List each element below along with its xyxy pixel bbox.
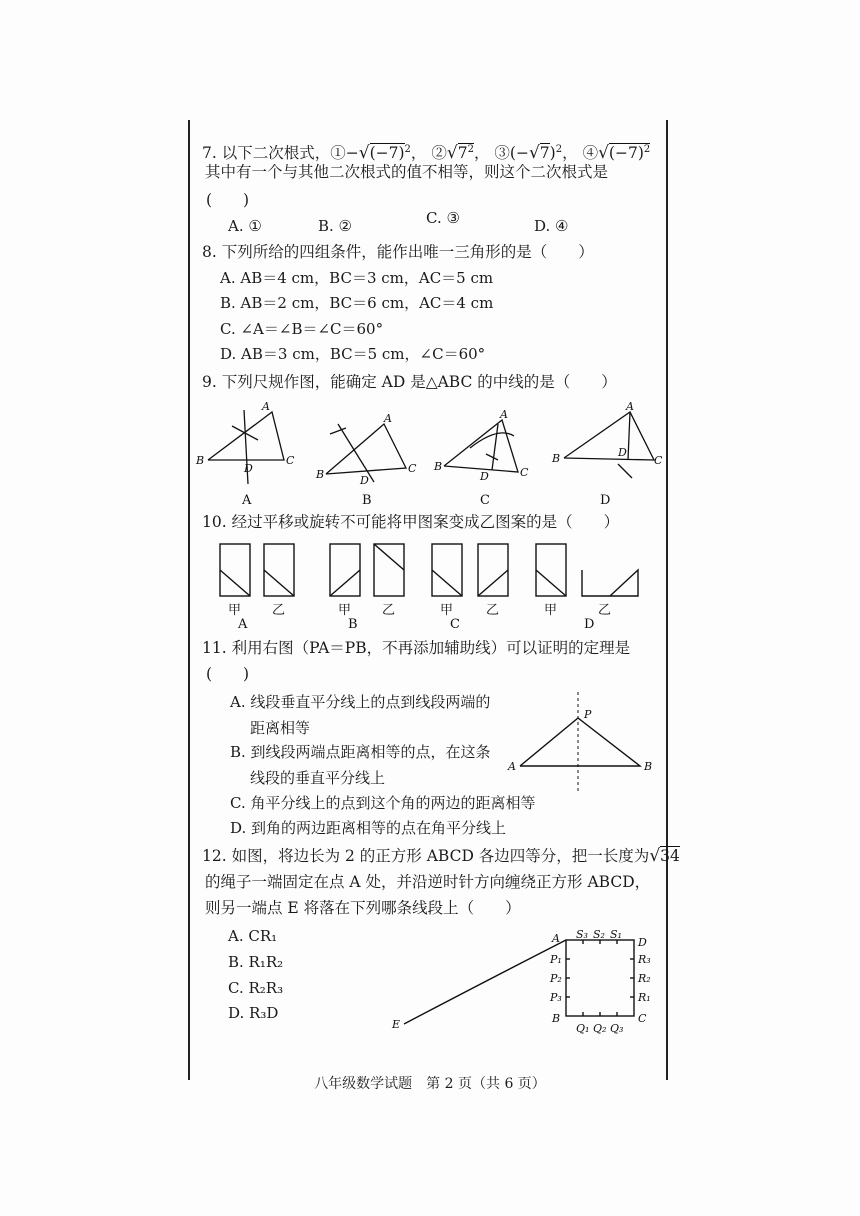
q11-stem: 11. 利用右图（PA＝PB，不再添加辅助线）可以证明的定理是 [202,639,631,657]
q12-point-c: C [638,1012,647,1025]
q12-point-s2: S₂ [593,928,605,941]
q12-option-c: C. R₂R₃ [228,979,284,997]
q7-option-a: A. ① [228,217,262,235]
q10-caption-d: D [584,617,595,630]
q9-d-point-a: A [626,400,634,413]
q12-point-r3: R₃ [638,953,651,966]
q12-point-q3: Q₃ [610,1022,624,1035]
q11-point-b: B [644,760,653,773]
q11-option-a-line2: 距离相等 [250,719,311,737]
q10-c-yi: 乙 [486,603,500,618]
q12-point-a: A [552,932,560,945]
q9-d-point-b: B [552,452,561,465]
page-footer: 八年级数学试题 第 2 页（共 6 页） [314,1076,546,1092]
q11-point-a: A [508,760,516,773]
q9-caption-b: B [362,493,372,508]
q7-option-b: B. ② [318,217,353,235]
q9-b-point-a: A [384,412,392,425]
q9-a-point-c: C [286,454,295,467]
q9-b-point-b: B [316,468,325,481]
q10-b-jia: 甲 [338,603,352,618]
q9-c-point-b: B [434,460,443,473]
q11-option-b-line1: B. 到线段两端点距离相等的点，在这条 [230,743,491,761]
q9-stem: 9. 下列尺规作图，能确定 AD 是△ABC 的中线的是（ ） [202,373,617,391]
q9-caption-d: D [600,493,611,508]
q10-d-jia: 甲 [544,603,558,618]
q12-point-e: E [392,1018,401,1031]
q12-point-p2: P₂ [550,972,562,985]
q9-figures [192,398,672,510]
q9-d-point-d: D [618,446,627,459]
q7-paren: ( ) [206,191,250,209]
q9-a-point-d: D [244,462,253,475]
q9-caption-c: C [480,493,490,508]
q9-caption-a: A [242,493,252,508]
q12-point-s1: S₁ [610,928,622,941]
q9-a-point-b: B [196,454,205,467]
q12-point-b: B [552,1012,561,1025]
q7-option-d: D. ④ [534,217,569,235]
q7-line2: 其中有一个与其他二次根式的值不相等，则这个二次根式是 [205,163,609,181]
q11-figure [504,690,654,800]
q9-d-point-c: C [654,454,663,467]
q8-option-c: C. ∠A＝∠B＝∠C＝60° [220,320,384,338]
q8-option-b: B. AB＝2 cm，BC＝6 cm，AC＝4 cm [220,294,494,312]
q12-point-s3: S₃ [576,928,588,941]
q10-d-yi: 乙 [598,603,612,618]
q10-c-jia: 甲 [440,603,454,618]
q8-option-a: A. AB＝4 cm，BC＝3 cm，AC＝5 cm [220,269,494,287]
q11-option-a-line1: A. 线段垂直平分线上的点到线段两端的 [230,693,491,711]
q12-figure [390,928,660,1038]
q12-line1: 12. 如图，将边长为 2 的正方形 ABCD 各边四等分，把一长度为√34 [202,846,680,866]
q12-option-d: D. R₃D [228,1004,279,1022]
q8-stem: 8. 下列所给的四组条件，能作出唯一三角形的是（ ） [202,243,594,261]
q12-point-p3: P₃ [550,991,562,1004]
q8-option-d: D. AB＝3 cm，BC＝5 cm，∠C＝60° [220,345,486,363]
q10-a-yi: 乙 [272,603,286,618]
q12-point-q1: Q₁ [576,1022,590,1035]
q9-b-point-c: C [408,462,417,475]
q10-caption-a: A [238,617,248,630]
right-margin-line [666,120,668,1080]
q9-b-point-d: D [360,474,369,487]
q12-option-a: A. CR₁ [228,927,278,945]
q10-b-yi: 乙 [382,603,396,618]
q11-paren: ( ) [206,665,250,683]
q7-line1: 7. 以下二次根式，$①-√(-7)^2$， $②√7^2$， $③(-√7)^2$， $④√(-7)^2$ [202,143,651,164]
q12-point-r2: R₂ [638,972,651,985]
q11-point-p: P [584,708,592,721]
q12-point-q2: Q₂ [593,1022,607,1035]
q12-point-r1: R₁ [638,991,651,1004]
q9-a-point-a: A [262,400,270,413]
q9-c-point-a: A [500,408,508,421]
q9-c-point-d: D [480,470,489,483]
q9-c-point-c: C [520,466,529,479]
q10-stem: 10. 经过平移或旋转不可能将甲图案变成乙图案的是（ ） [202,513,620,531]
q11-option-d: D. 到角的两边距离相等的点在角平分线上 [230,819,507,837]
q12-line2: 的绳子一端固定在点 A 处，并沿逆时针方向缠绕正方形 ABCD， [205,873,651,891]
left-margin-line [188,120,190,1080]
q12-point-d: D [638,936,647,949]
q10-caption-b: B [348,617,358,630]
q11-option-b-line2: 线段的垂直平分线上 [250,769,386,787]
q10-a-jia: 甲 [228,603,242,618]
q12-point-p1: P₁ [550,953,562,966]
q11-option-c: C. 角平分线上的点到这个角的两边的距离相等 [230,794,536,812]
q10-figures [214,540,654,630]
q7-option-c: C. ③ [426,209,460,227]
q12-line3: 则另一端点 E 将落在下列哪条线段上（ ） [205,899,521,917]
q10-caption-c: C [450,617,460,630]
q12-option-b: B. R₁R₂ [228,953,284,971]
